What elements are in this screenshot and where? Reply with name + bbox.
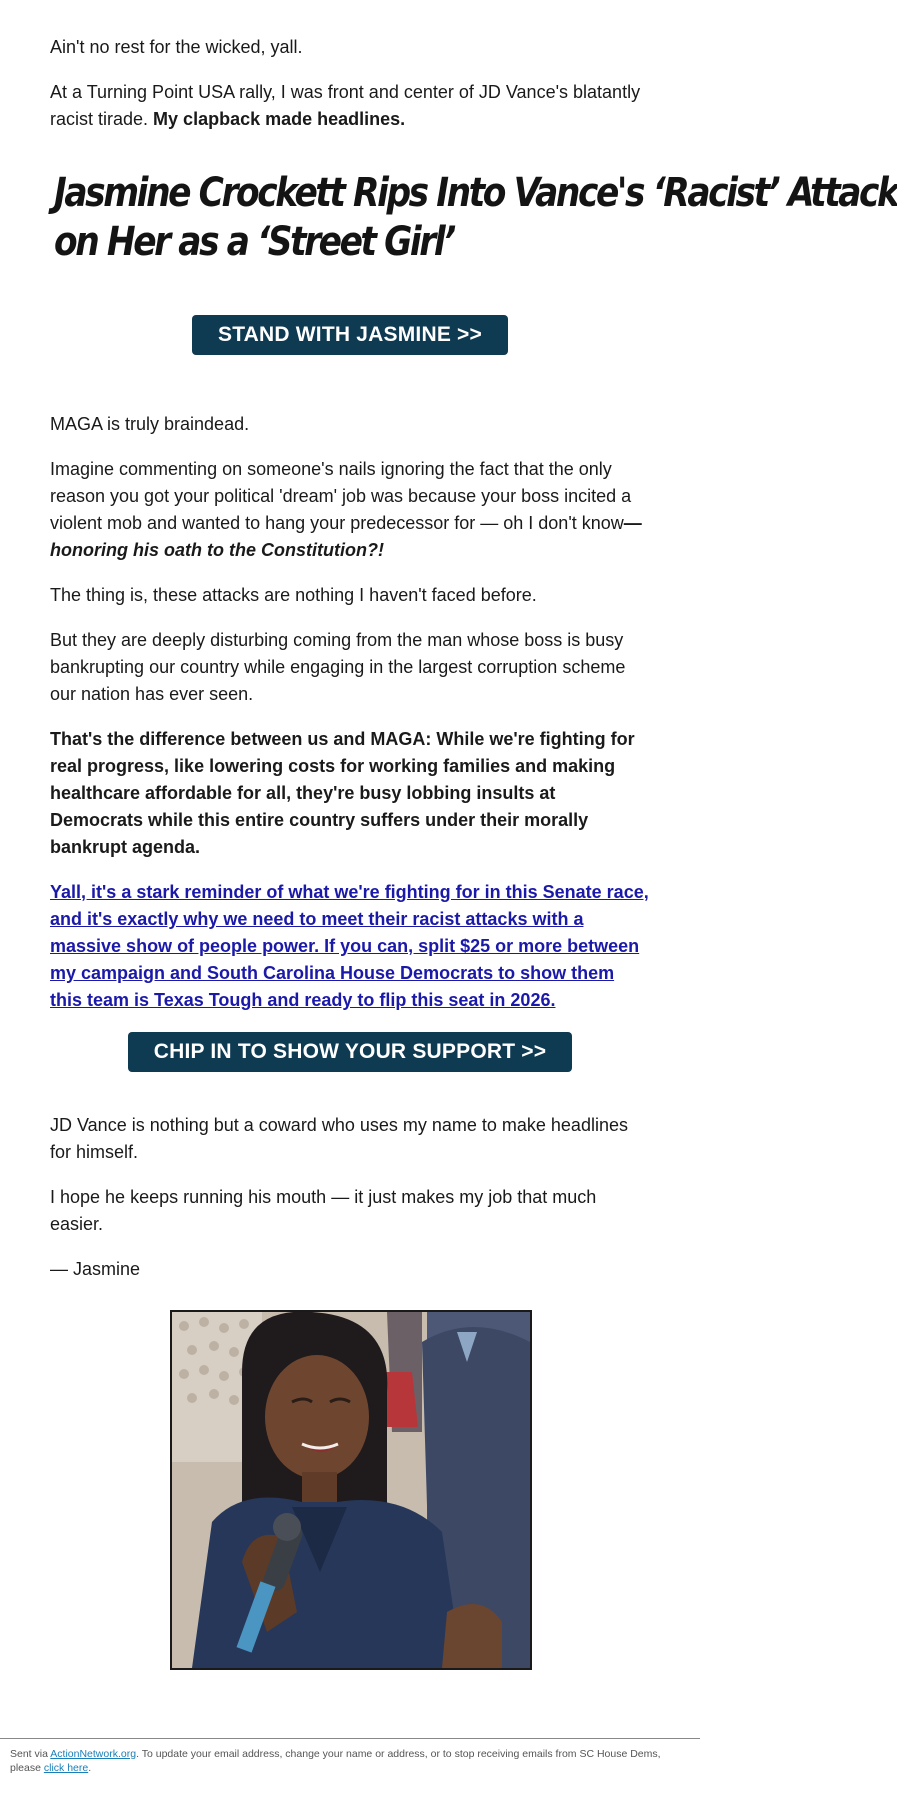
body-paragraph-3: The thing is, these attacks are nothing I haven't faced before. — [50, 585, 537, 605]
body-paragraph-5: That's the difference between us and MAGA: While we're fighting for real progress, like lowering costs for working families and making healthcare affordable for all, they're busy lobbing insults at Democrats while this entire country suffers under their morally bankrupt agenda. — [50, 729, 635, 857]
jasmine-photo — [170, 1310, 532, 1670]
body-paragraph-2-dash: — — [623, 513, 642, 533]
closing-paragraph-2: I hope he keeps running his mouth — it just makes my job that much easier. — [50, 1187, 597, 1234]
donate-link[interactable]: Yall, it's a stark reminder of what we're fighting for in this Senate race, and it's exactly why we need to meet their racist attacks with a massive show of people power. If you can, split $25 or more between my campaign and South Carolina House Democrats to show them this team is Texas Tough and ready to flip this seat in 2026. — [50, 882, 649, 1010]
footer-suffix: . — [88, 1762, 92, 1774]
body-paragraph-2 — [50, 456, 650, 564]
intro-text: At a Turning Point USA rally, I was front and center of JD Vance's blatantly racist tirade. — [50, 82, 641, 129]
headline-text — [54, 168, 897, 265]
body-paragraph-2-text: Imagine commenting on someone's nails ignoring the fact that the only reason you got your political 'dream' job was because your boss incited a violent mob and wanted to hang your predecessor for — oh I don't know — [50, 459, 632, 533]
closing-paragraph-1: JD Vance is nothing but a coward who uses my name to make headlines for himself. — [50, 1115, 628, 1162]
actionnetwork-link[interactable]: ActionNetwork.org — [50, 1748, 137, 1760]
cta-container — [50, 315, 650, 355]
footer-prefix: Sent via — [10, 1748, 51, 1760]
email-body — [50, 34, 897, 1301]
body-paragraph-1: MAGA is truly braindead. — [50, 414, 250, 434]
headline-line-2: on Her as a ‘Street Girl’ — [54, 218, 454, 265]
footer-middle: . To update your email address, change your name or address, or to stop receiving emails from SC House Dems, please — [10, 1748, 661, 1774]
signature: — Jasmine — [50, 1259, 141, 1279]
intro-bold-text: My clapback made headlines. — [153, 109, 406, 129]
unsubscribe-link[interactable]: click here — [43, 1762, 89, 1774]
chip-in-button[interactable]: CHIP IN TO SHOW YOUR SUPPORT >> — [128, 1032, 572, 1072]
headline-image[interactable] — [50, 151, 897, 281]
cta-container-2 — [50, 1032, 650, 1072]
stand-with-jasmine-button[interactable]: STAND WITH JASMINE >> — [192, 315, 508, 355]
body-paragraph-2-emphasis: honoring his oath to the Constitution?! — [50, 540, 384, 560]
intro-paragraph — [50, 79, 650, 133]
headline-line-1: Jasmine Crockett Rips Into Vance's ‘Racist’ Attack — [54, 169, 897, 216]
body-paragraph-4: But they are deeply disturbing coming from the man whose boss is busy bankrupting our country while engaging in the largest corruption scheme our nation has ever seen. — [50, 630, 626, 704]
intro-line: Ain't no rest for the wicked, yall. — [50, 37, 303, 57]
footer — [0, 1738, 700, 1775]
